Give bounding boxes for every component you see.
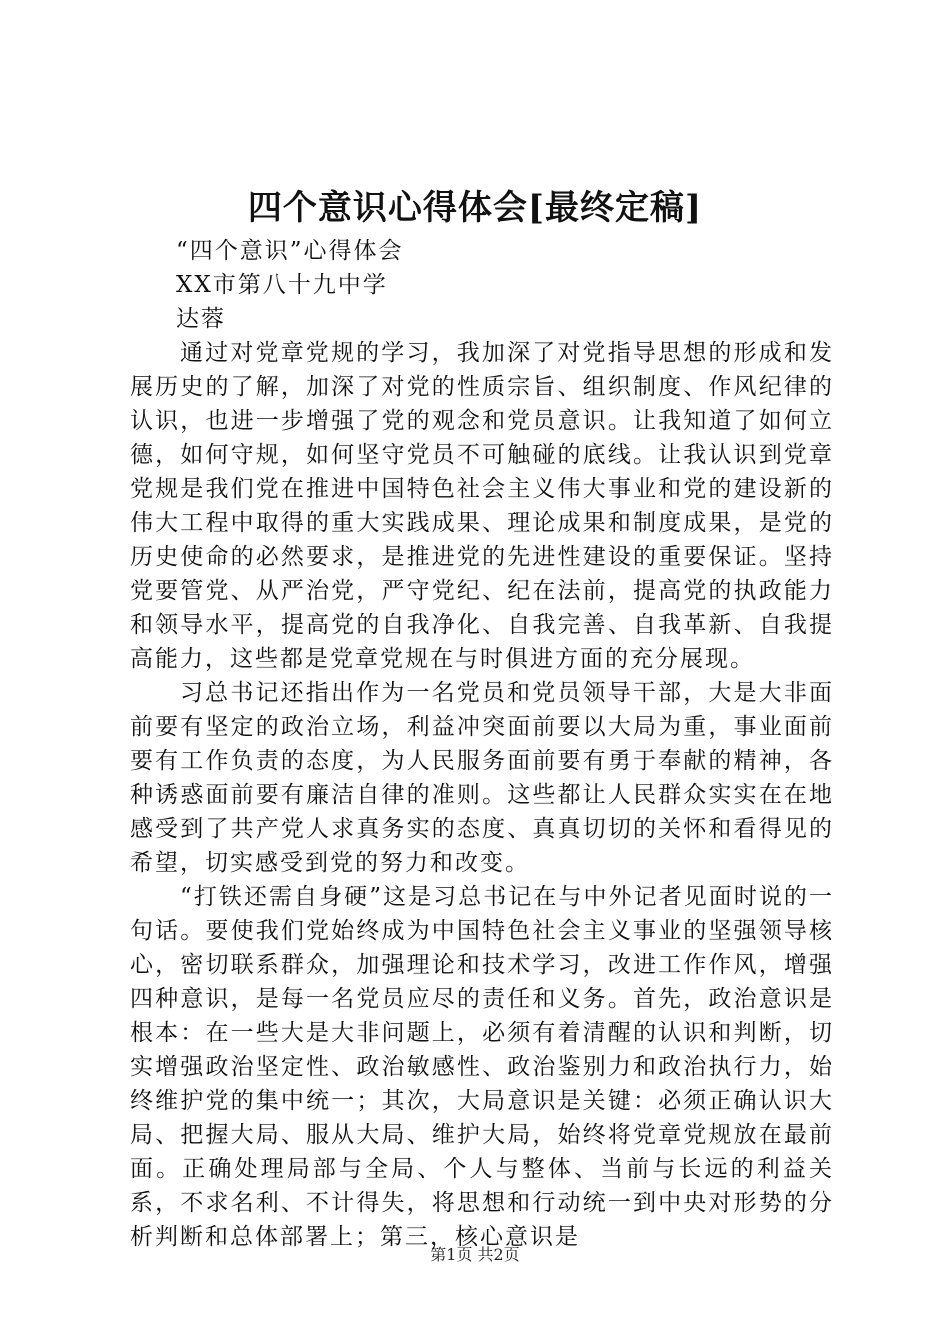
document-body — [130, 234, 834, 1254]
paragraph-3: “打铁还需自身硬”这是习总书记在与中外记者见面时说的一句话。要使我们党始终成为中国特色社会主义事业的坚强领导核心，密切联系群众，加强理论和技术学习，改进工作作风，增强四种意识，是每一名党员应尽的责任和义务。首先，政治意识是根本：在一些大是大非问题上，必须有着清醒的认识和判断，切实增强政治坚定性、政治敏感性、政治鉴别力和政治执行力，始终维护党的集中统一；其次，大局意识是关键：必须正确认识大局、把握大局、服从大局、维护大局，始终将党章党规放在最前面。正确处理局部与全局、个人与整体、当前与长远的利益关系，不求名利、不计得失，将思想和行动统一到中央对形势的分析判断和总体部署上；第三，核心意识是 — [130, 884, 834, 1250]
school-name: XX市第八十九中学 — [176, 272, 388, 298]
author-name: 达蓉 — [176, 306, 226, 332]
paragraph-2: 习总书记还指出作为一名党员和党员领导干部，大是大非面前要有坚定的政治立场，利益冲突面前要以大局为重，事业面前要有工作负责的态度，为人民服务面前要有勇于奉献的精神，各种诱惑面前要有廉洁自律的准则。这些都让人民群众实实在在地感受到了共产党人求真务实的态度、真真切切的关怀和看得见的希望，切实感受到党的努力和改变。 — [130, 680, 834, 876]
page-footer: 第1页 共2页 — [430, 1245, 520, 1264]
document-subtitle: “四个意识”心得体会 — [176, 238, 404, 264]
paragraph-1: 通过对党章党规的学习，我加深了对党指导思想的形成和发展历史的了解，加深了对党的性质宗旨、组织制度、作风纪律的认识，也进一步增强了党的观念和党员意识。让我知道了如何立德，如何守规，如何坚守党员不可触碰的底线。让我认识到党章党规是我们党在推进中国特色社会主义伟大事业和党的建设新的伟大工程中取得的重大实践成果、理论成果和制度成果，是党的历史使命的必然要求，是推进党的先进性建设的重要保证。坚持党要管党、从严治党，严守党纪、纪在法前，提高党的执政能力和领导水平，提高党的自我净化、自我完善、自我革新、自我提高能力，这些都是党章党规在与时俱进方面的充分展现。 — [130, 340, 834, 672]
document-title: 四个意识心得体会[最终定稿] — [247, 188, 703, 228]
